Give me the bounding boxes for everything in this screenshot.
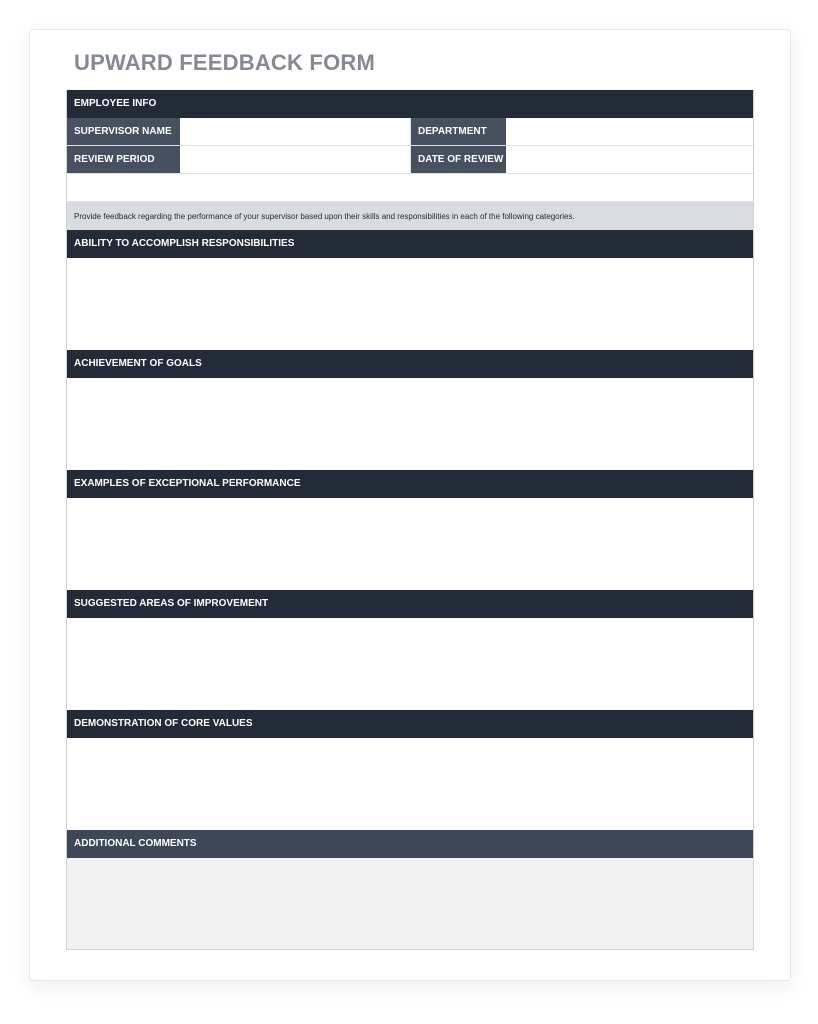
instructions-text: Provide feedback regarding the performance of your supervisor based upon their skills and responsibilities in each of the following categories. bbox=[67, 202, 753, 230]
department-field[interactable] bbox=[506, 118, 753, 145]
section-header-core-values: DEMONSTRATION OF CORE VALUES bbox=[67, 710, 753, 738]
responsibilities-field[interactable] bbox=[67, 258, 753, 350]
exceptional-performance-field[interactable] bbox=[67, 498, 753, 590]
info-row-1 bbox=[67, 118, 753, 146]
section-header-improvement: SUGGESTED AREAS OF IMPROVEMENT bbox=[67, 590, 753, 618]
feedback-form bbox=[66, 90, 754, 950]
date-of-review-field[interactable] bbox=[506, 146, 753, 173]
additional-comments-field[interactable] bbox=[67, 858, 753, 949]
department-label: DEPARTMENT bbox=[411, 118, 506, 145]
core-values-field[interactable] bbox=[67, 738, 753, 830]
spacer-row bbox=[67, 174, 753, 202]
form-page bbox=[29, 29, 791, 981]
section-header-exceptional-performance: EXAMPLES OF EXCEPTIONAL PERFORMANCE bbox=[67, 470, 753, 498]
supervisor-name-field[interactable] bbox=[180, 118, 411, 145]
supervisor-name-label: SUPERVISOR NAME bbox=[67, 118, 180, 145]
date-of-review-label: DATE OF REVIEW bbox=[411, 146, 506, 173]
section-header-responsibilities: ABILITY TO ACCOMPLISH RESPONSIBILITIES bbox=[67, 230, 753, 258]
section-header-goals: ACHIEVEMENT OF GOALS bbox=[67, 350, 753, 378]
form-title: UPWARD FEEDBACK FORM bbox=[74, 50, 375, 75]
info-row-2 bbox=[67, 146, 753, 174]
goals-field[interactable] bbox=[67, 378, 753, 470]
employee-info-header: EMPLOYEE INFO bbox=[67, 90, 753, 118]
improvement-field[interactable] bbox=[67, 618, 753, 710]
section-header-additional-comments: ADDITIONAL COMMENTS bbox=[67, 830, 753, 858]
review-period-label: REVIEW PERIOD bbox=[67, 146, 180, 173]
review-period-field[interactable] bbox=[180, 146, 411, 173]
